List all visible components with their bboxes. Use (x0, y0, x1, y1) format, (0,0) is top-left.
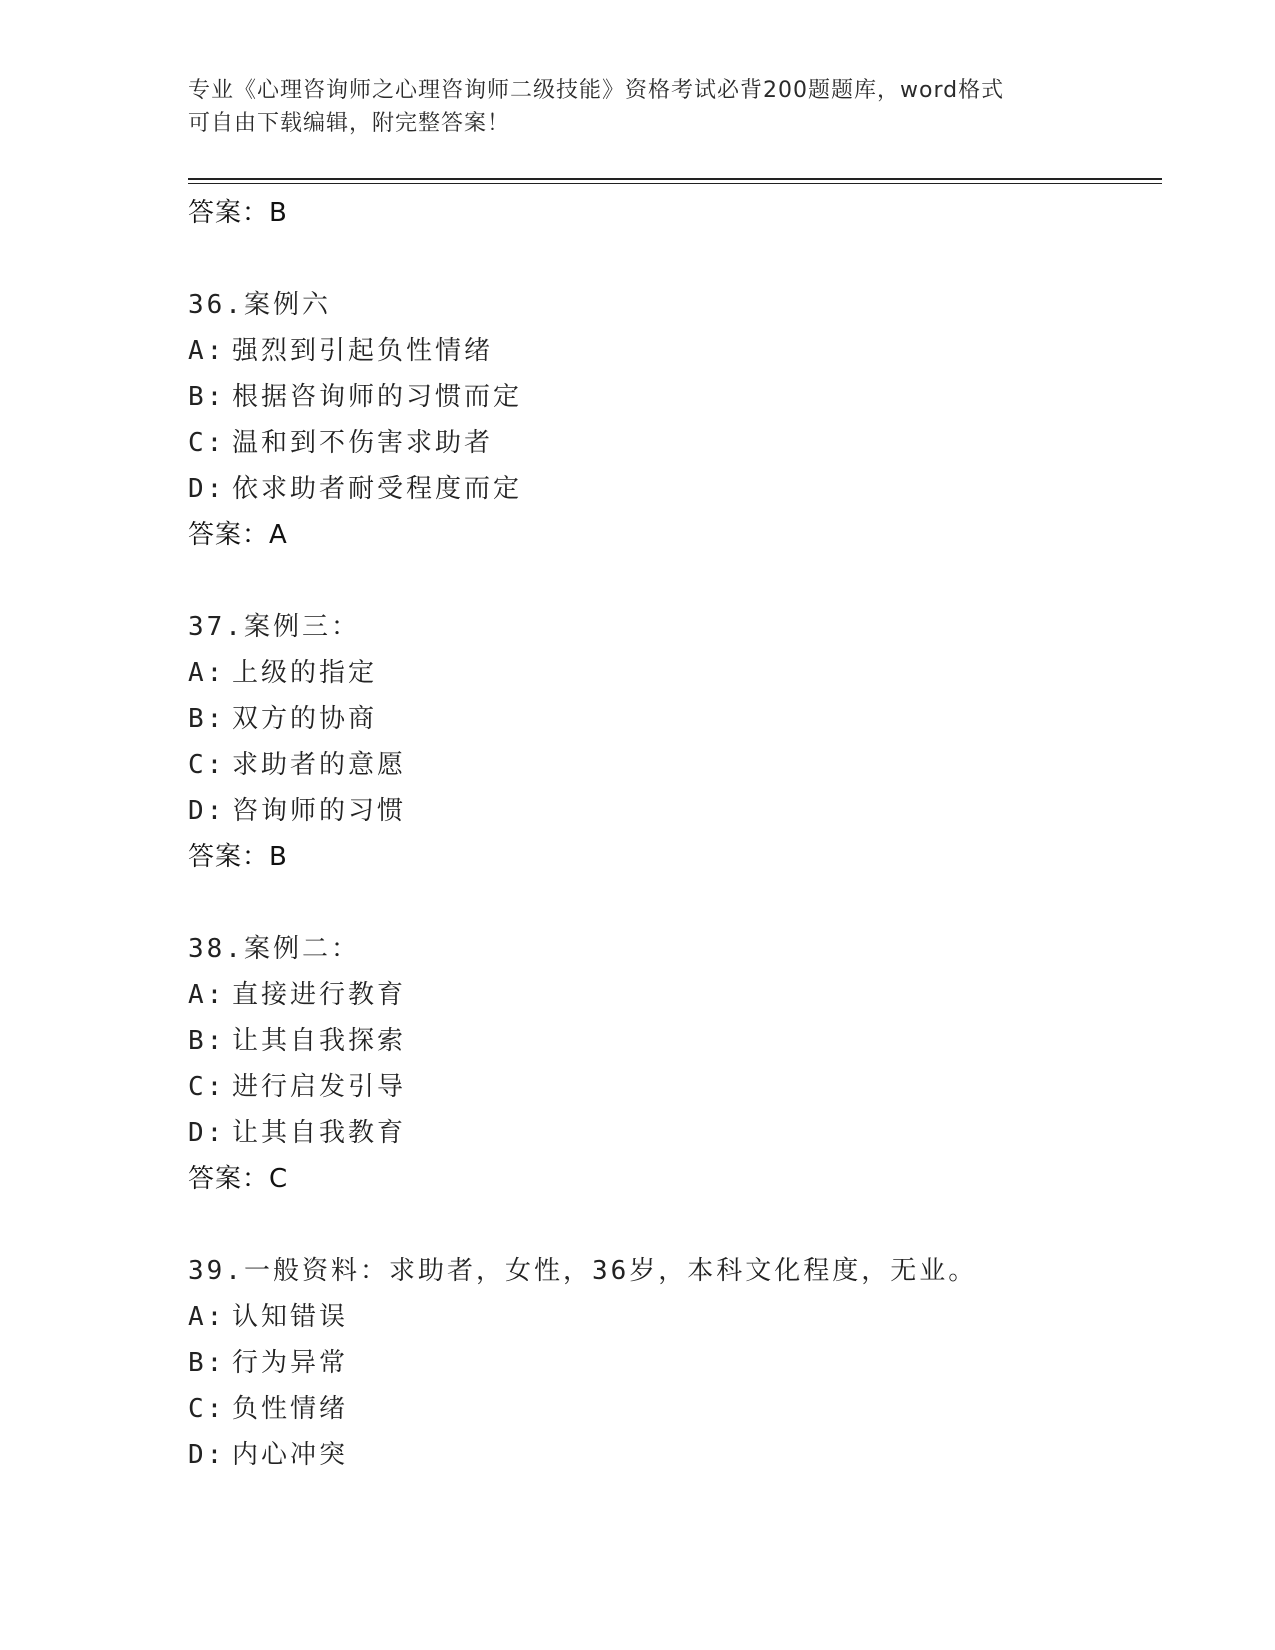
page-header (188, 74, 1088, 140)
option-text: 负性情绪 (232, 1394, 349, 1424)
option-letter: C: (188, 1394, 226, 1424)
option-letter: D: (188, 474, 226, 504)
option-letter: B: (188, 704, 226, 734)
option-c (188, 420, 1148, 466)
option-letter: C: (188, 750, 226, 780)
header-divider (188, 178, 1162, 184)
option-text: 进行启发引导 (232, 1072, 407, 1102)
option-text: 认知错误 (232, 1302, 349, 1332)
option-text: 双方的协商 (232, 704, 378, 734)
option-d (188, 788, 1148, 834)
option-letter: D: (188, 796, 226, 826)
answer-line: 答案：B (188, 842, 288, 872)
option-a (188, 328, 1148, 374)
option-a (188, 972, 1148, 1018)
option-text: 行为异常 (232, 1348, 349, 1378)
spacer (188, 558, 1148, 604)
option-text: 求助者的意愿 (232, 750, 407, 780)
option-text: 内心冲突 (232, 1440, 349, 1470)
option-letter: D: (188, 1118, 226, 1148)
option-d (188, 1110, 1148, 1156)
option-text: 直接进行教育 (232, 980, 407, 1010)
question-block (188, 282, 1148, 558)
option-b (188, 1340, 1148, 1386)
option-letter: A: (188, 336, 226, 366)
question-block (188, 926, 1148, 1202)
option-text: 根据咨询师的习惯而定 (232, 382, 523, 412)
header-line-2: 可自由下载编辑，附完整答案！ (188, 111, 511, 136)
option-text: 温和到不伤害求助者 (232, 428, 494, 458)
question-title: 38.案例二： (188, 934, 360, 964)
spacer (188, 236, 1148, 282)
header-line-1: 专业《心理咨询师之心理咨询师二级技能》资格考试必背200题题库，word格式 (188, 78, 1005, 103)
option-d (188, 466, 1148, 512)
option-text: 咨询师的习惯 (232, 796, 407, 826)
option-letter: B: (188, 1026, 226, 1056)
option-a (188, 1294, 1148, 1340)
option-c (188, 1386, 1148, 1432)
option-c (188, 1064, 1148, 1110)
answer-line: 答案：B (188, 198, 288, 228)
option-letter: D: (188, 1440, 226, 1470)
question-block (188, 1248, 1148, 1478)
spacer (188, 880, 1148, 926)
option-b (188, 696, 1148, 742)
option-text: 依求助者耐受程度而定 (232, 474, 523, 504)
option-text: 让其自我探索 (232, 1026, 407, 1056)
option-letter: C: (188, 428, 226, 458)
option-letter: A: (188, 980, 226, 1010)
option-text: 强烈到引起负性情绪 (232, 336, 494, 366)
option-b (188, 1018, 1148, 1064)
question-title: 39.一般资料：求助者，女性，36岁，本科文化程度，无业。 (188, 1256, 978, 1286)
question-title: 36.案例六 (188, 290, 331, 320)
option-letter: C: (188, 1072, 226, 1102)
option-a (188, 650, 1148, 696)
answer-line: 答案：C (188, 1164, 289, 1194)
option-b (188, 374, 1148, 420)
question-list (188, 190, 1148, 1478)
option-letter: B: (188, 382, 226, 412)
option-c (188, 742, 1148, 788)
option-letter: A: (188, 1302, 226, 1332)
answer-line: 答案：A (188, 520, 288, 550)
option-letter: A: (188, 658, 226, 688)
option-d (188, 1432, 1148, 1478)
option-letter: B: (188, 1348, 226, 1378)
question-block (188, 604, 1148, 880)
question-title: 37.案例三： (188, 612, 360, 642)
option-text: 让其自我教育 (232, 1118, 407, 1148)
option-text: 上级的指定 (232, 658, 378, 688)
spacer (188, 1202, 1148, 1248)
